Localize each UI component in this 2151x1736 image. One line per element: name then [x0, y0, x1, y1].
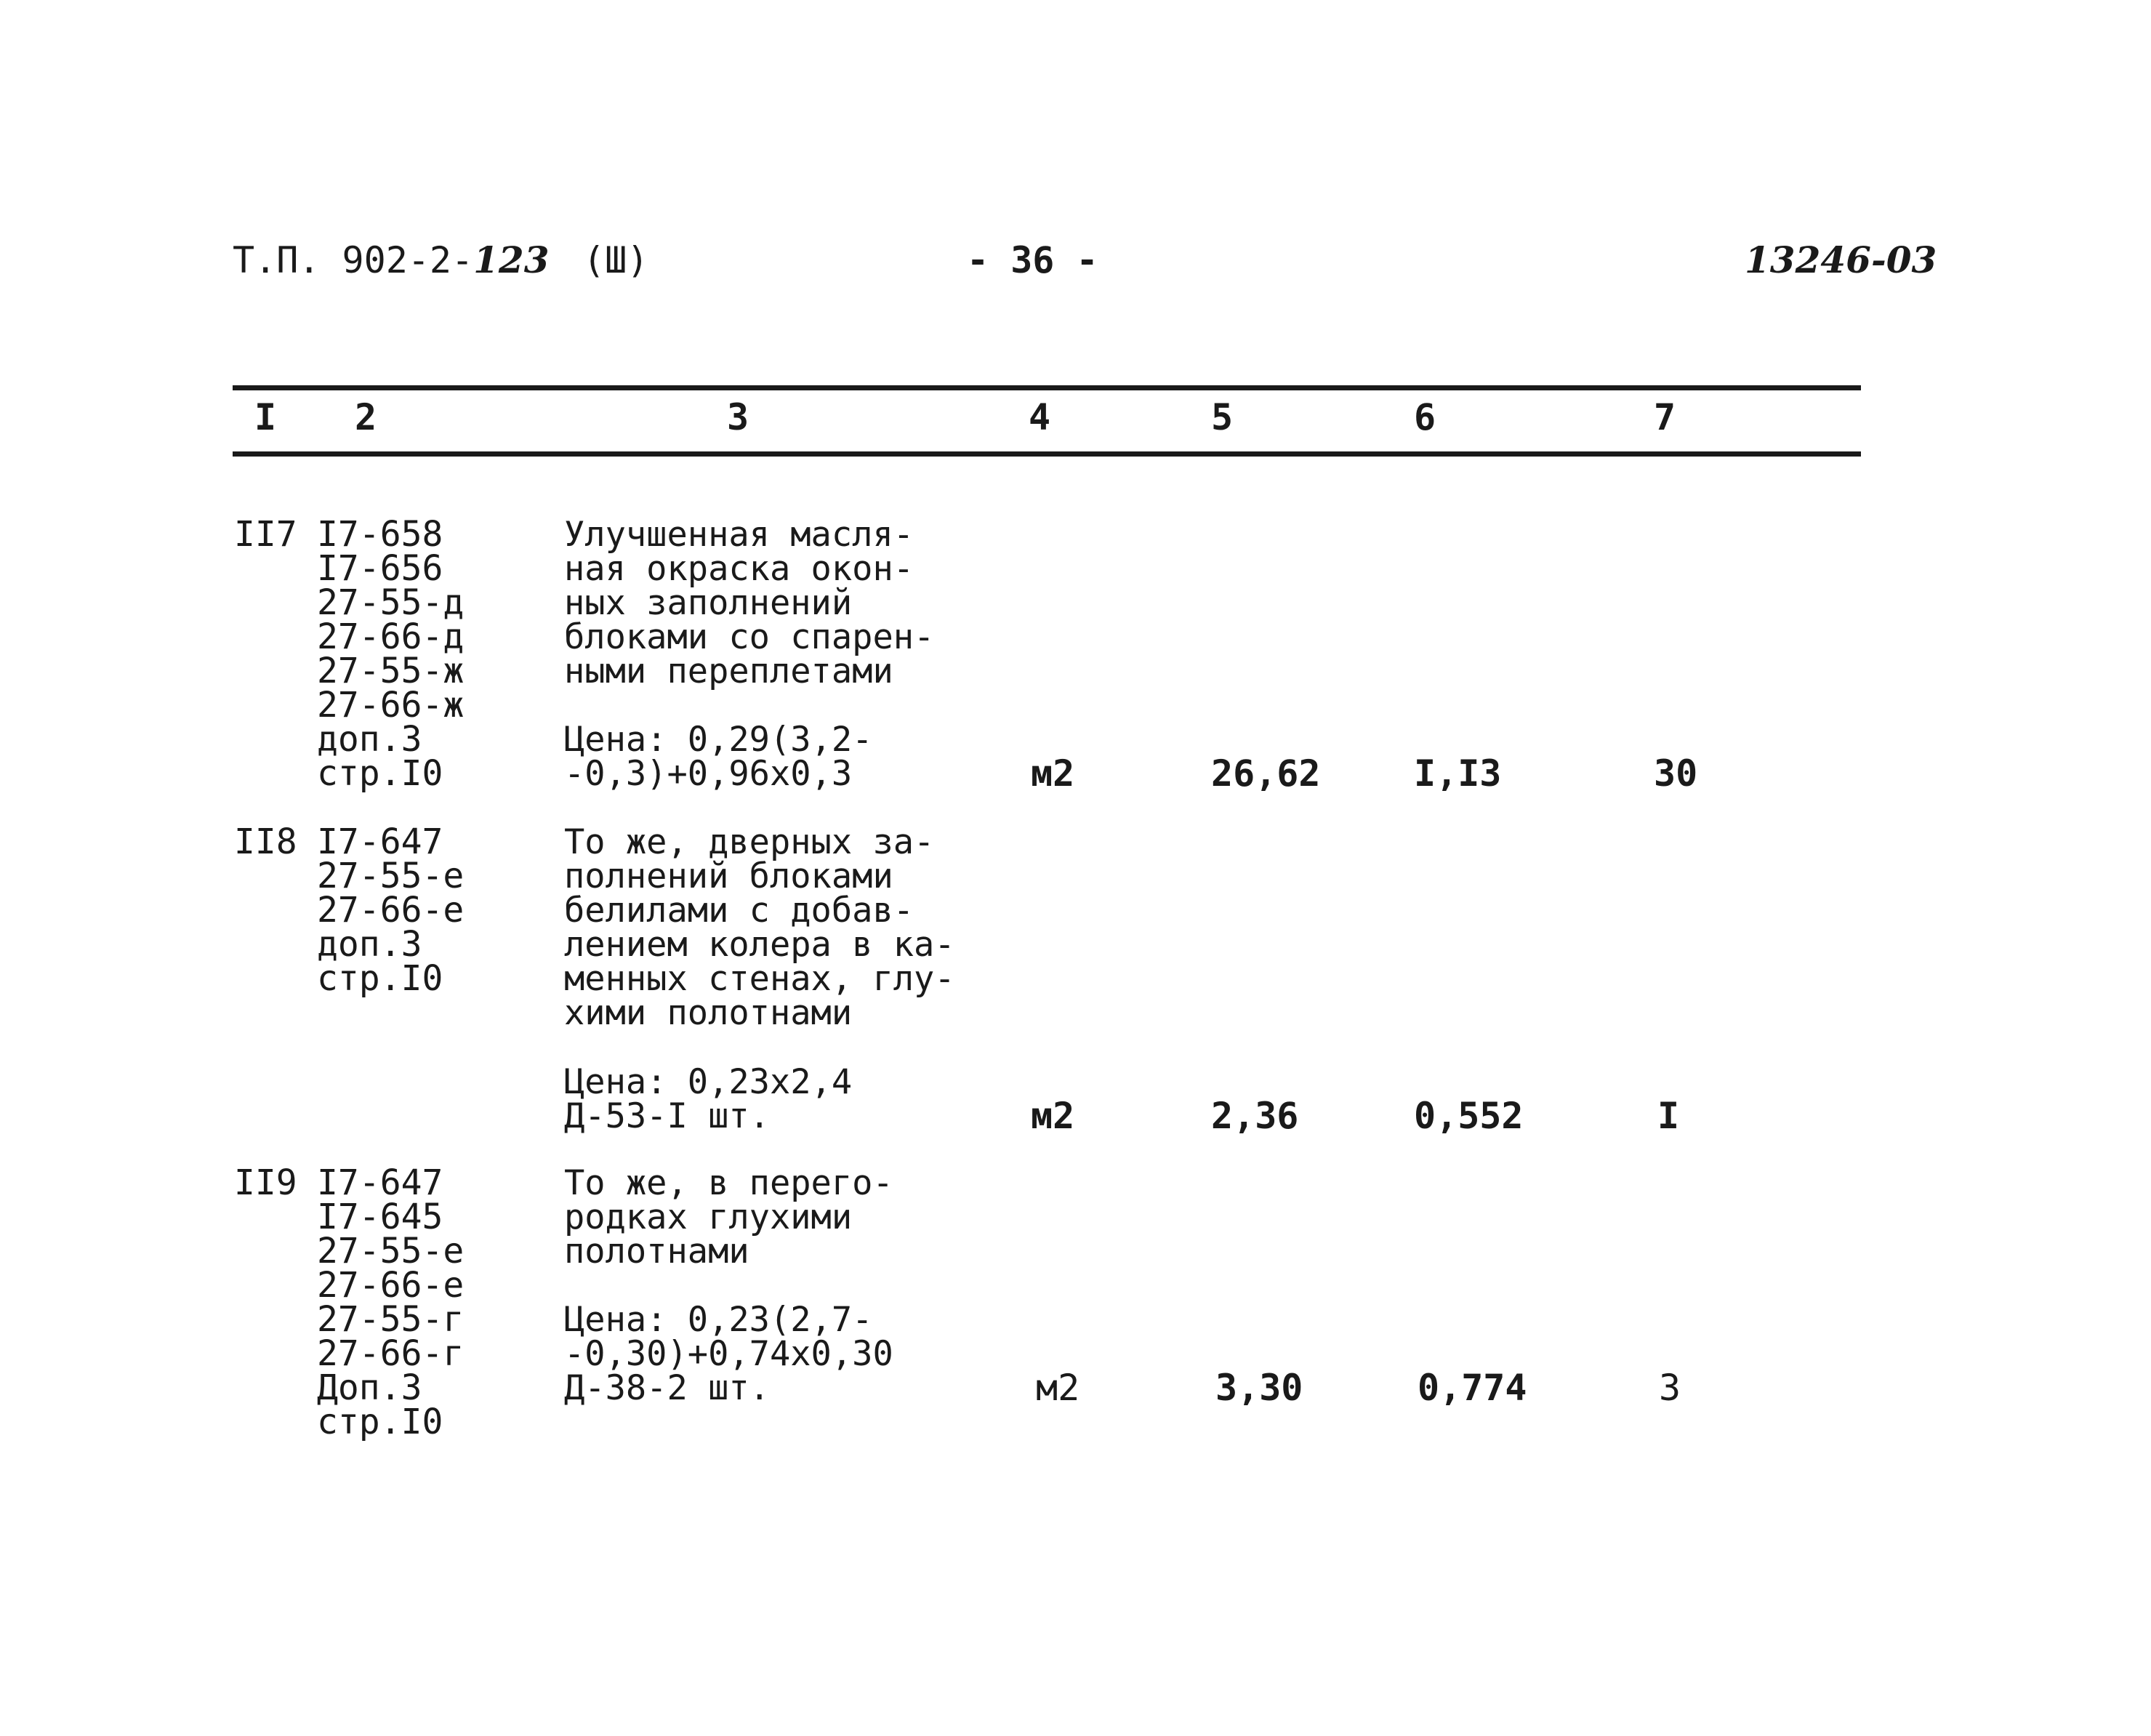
norm-code: 27-55-е [317, 856, 465, 896]
description-line: ная окраска окон- [564, 549, 914, 589]
description-line: хими полотнами [564, 993, 853, 1033]
description-line: родках глухими [564, 1197, 853, 1237]
column-number-1: I [254, 396, 277, 438]
norm-code: доп.3 [317, 719, 422, 760]
description-line: менных стенах, глу- [564, 959, 955, 999]
price-formula [564, 720, 873, 794]
description-line: То же, в перего- [564, 1163, 893, 1203]
norm-code: 27-66-ж [317, 685, 465, 726]
norm-code: Доп.3 [317, 1367, 422, 1408]
price-line: Цена: 0,23(2,7- [564, 1300, 873, 1340]
price-line: Цена: 0,29(3,2- [564, 720, 873, 760]
description-line: полотнами [564, 1231, 749, 1271]
table-header-bottom-rule [233, 451, 1861, 457]
value-col7: I [1657, 1095, 1680, 1137]
norm-code: 27-66-е [317, 890, 465, 931]
norm-code: I7-656 [317, 548, 443, 589]
norm-codes [317, 514, 465, 794]
norm-code: доп.3 [317, 924, 422, 965]
table-top-rule [233, 385, 1861, 390]
row-number: II9 [234, 1162, 297, 1203]
norm-codes [317, 821, 465, 999]
price-line: Д-53-I шт. [564, 1096, 770, 1136]
column-number-2: 2 [355, 396, 377, 438]
row-number: II7 [234, 514, 297, 555]
price-formula [564, 1062, 853, 1136]
norm-code: 27-66-г [317, 1333, 465, 1374]
work-description [564, 515, 935, 691]
norm-code: 27-55-г [317, 1299, 465, 1340]
price-line: Д-38-2 шт. [564, 1368, 770, 1408]
document-code [233, 238, 550, 282]
description-line: блоками со спарен- [564, 617, 935, 657]
column-number-3: 3 [727, 396, 749, 438]
price-line: Цена: 0,23х2,4 [564, 1062, 853, 1102]
norm-code: I7-658 [317, 514, 443, 555]
row-number: II8 [234, 821, 297, 862]
description-line: То же, дверных за- [564, 822, 935, 862]
value-col6: I,I3 [1414, 752, 1502, 795]
column-number-7: 7 [1654, 396, 1676, 438]
document-code-prefix: Т.П. 902-2- [233, 239, 474, 281]
work-description [564, 1163, 893, 1271]
price-formula [564, 1300, 893, 1408]
column-number-5: 5 [1211, 396, 1234, 438]
description-line: лением колера в ка- [564, 925, 955, 965]
value-col6: 0,552 [1414, 1095, 1524, 1137]
norm-code: I7-645 [317, 1197, 443, 1237]
unit: м2 [1031, 1095, 1075, 1137]
norm-code: I7-647 [317, 1162, 443, 1203]
column-number-4: 4 [1029, 396, 1051, 438]
norm-code: 27-55-ж [317, 651, 465, 691]
norm-code: 27-55-е [317, 1231, 465, 1271]
price-line: -0,30)+0,74х0,30 [564, 1334, 893, 1374]
value-col6: 0,774 [1418, 1367, 1527, 1409]
price-line: -0,3)+0,96х0,3 [564, 754, 853, 794]
description-line: полнений блоками [564, 856, 893, 896]
unit: м2 [1036, 1367, 1080, 1409]
norm-code: I7-647 [317, 821, 443, 862]
description-line: ных заполнений [564, 583, 853, 623]
norm-code: стр.I0 [317, 958, 443, 999]
value-col7: 3 [1659, 1367, 1681, 1409]
unit: м2 [1031, 752, 1075, 795]
quantity: 3,30 [1215, 1367, 1303, 1409]
norm-code: 27-66-д [317, 616, 465, 657]
column-number-6: 6 [1414, 396, 1436, 438]
norm-code: 27-66-е [317, 1265, 465, 1306]
description-line: ными переплетами [564, 651, 893, 691]
norm-code: 27-55-д [317, 582, 465, 623]
section-mark: (Ш) [583, 239, 649, 281]
quantity: 26,62 [1211, 752, 1321, 795]
work-description [564, 822, 955, 1033]
document-code-number: 123 [473, 238, 550, 281]
page-number: - 36 - [967, 239, 1098, 281]
norm-code: стр.I0 [317, 1402, 443, 1442]
quantity: 2,36 [1211, 1095, 1299, 1137]
description-line: Улучшенная масля- [564, 515, 914, 555]
description-line: белилами с добав- [564, 891, 914, 931]
norm-code: стр.I0 [317, 753, 443, 794]
registration-number: 13246-03 [1745, 238, 1937, 281]
value-col7: 30 [1654, 752, 1698, 795]
norm-codes [317, 1162, 465, 1442]
